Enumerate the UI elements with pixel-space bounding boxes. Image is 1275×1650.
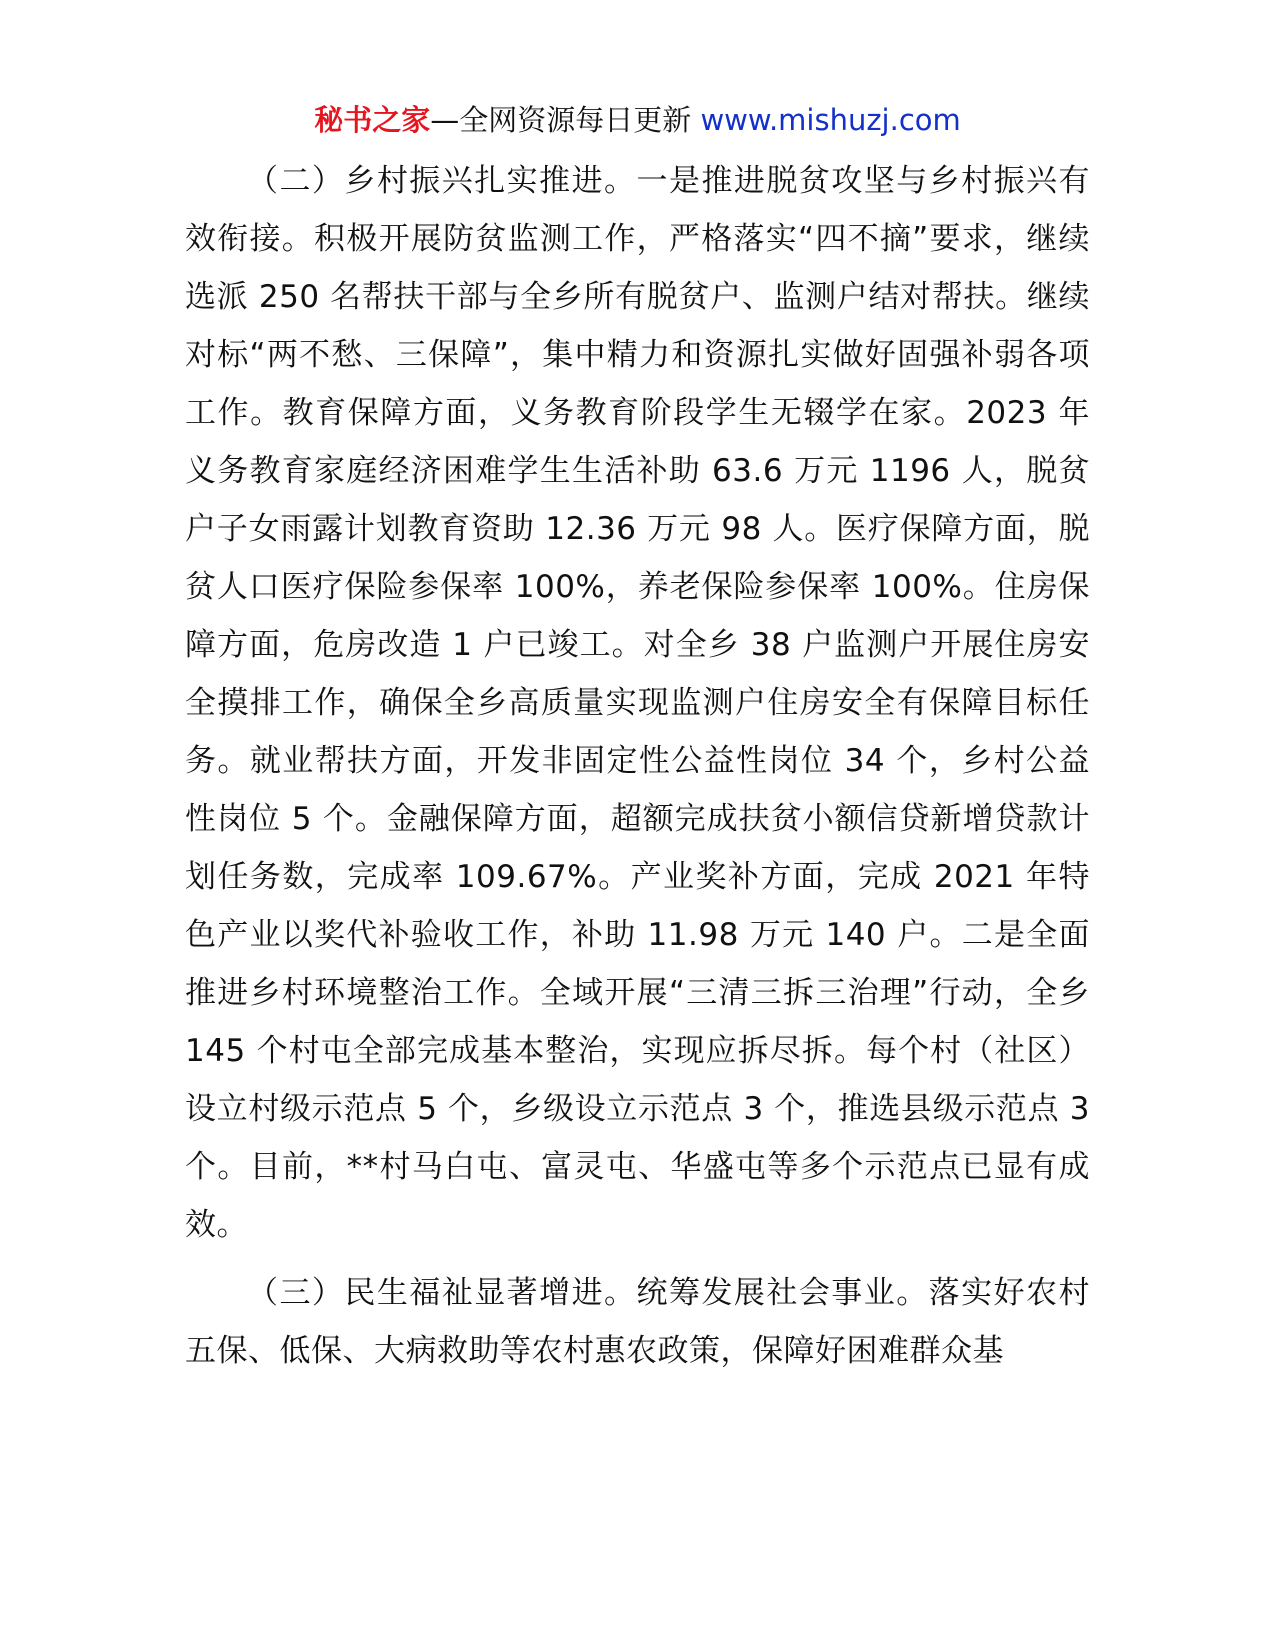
document-body xyxy=(185,152,1090,1380)
site-brand: 秘书之家 xyxy=(314,103,431,137)
site-header xyxy=(0,100,1275,140)
site-tagline: —全网资源每日更新 xyxy=(430,103,692,137)
paragraph-livelihood: （三）民生福祉显著增进。统筹发展社会事业。落实好农村五保、低保、大病救助等农村惠农政策，保障好困难群众基 xyxy=(185,1275,1090,1369)
site-url-link[interactable]: www.mishuzj.com xyxy=(700,103,961,137)
paragraph-rural-revitalization: （二）乡村振兴扎实推进。一是推进脱贫攻坚与乡村振兴有效衔接。积极开展防贫监测工作，严格落实“四不摘”要求，继续选派 250 名帮扶干部与全乡所有脱贫户、监测户结对帮扶。继续对标“两不愁、三保障”，集中精力和资源扎实做好固强补弱各项工作。教育保障方面，义务教育阶段学生无辍学在家。2023 年义务教育家庭经济困难学生生活补助 63.6 万元 1196 人，脱贫户子女雨露计划教育资助 12.36 万元 98 人。医疗保障方面，脱贫人口医疗保险参保率 100%，养老保险参保率 100%。住房保障方面，危房改造 1 户已竣工。对全乡 38 户监测户开展住房安全摸排工作，确保全乡高质量实现监测户住房安全有保障目标任务。就业帮扶方面，开发非固定性公益性岗位 34 个，乡村公益性岗位 5 个。金融保障方面，超额完成扶贫小额信贷新增贷款计划任务数，完成率 109.67%。产业奖补方面，完成 2021 年特色产业以奖代补验收工作，补助 11.98 万元 140 户。二是全面推进乡村环境整治工作。全域开展“三清三拆三治理”行动，全乡 145 个村屯全部完成基本整治，实现应拆尽拆。每个村（社区）设立村级示范点 5 个，乡级设立示范点 3 个，推选县级示范点 3 个。目前，**村马白屯、富灵屯、华盛屯等多个示范点已显有成效。 xyxy=(185,163,1090,1243)
